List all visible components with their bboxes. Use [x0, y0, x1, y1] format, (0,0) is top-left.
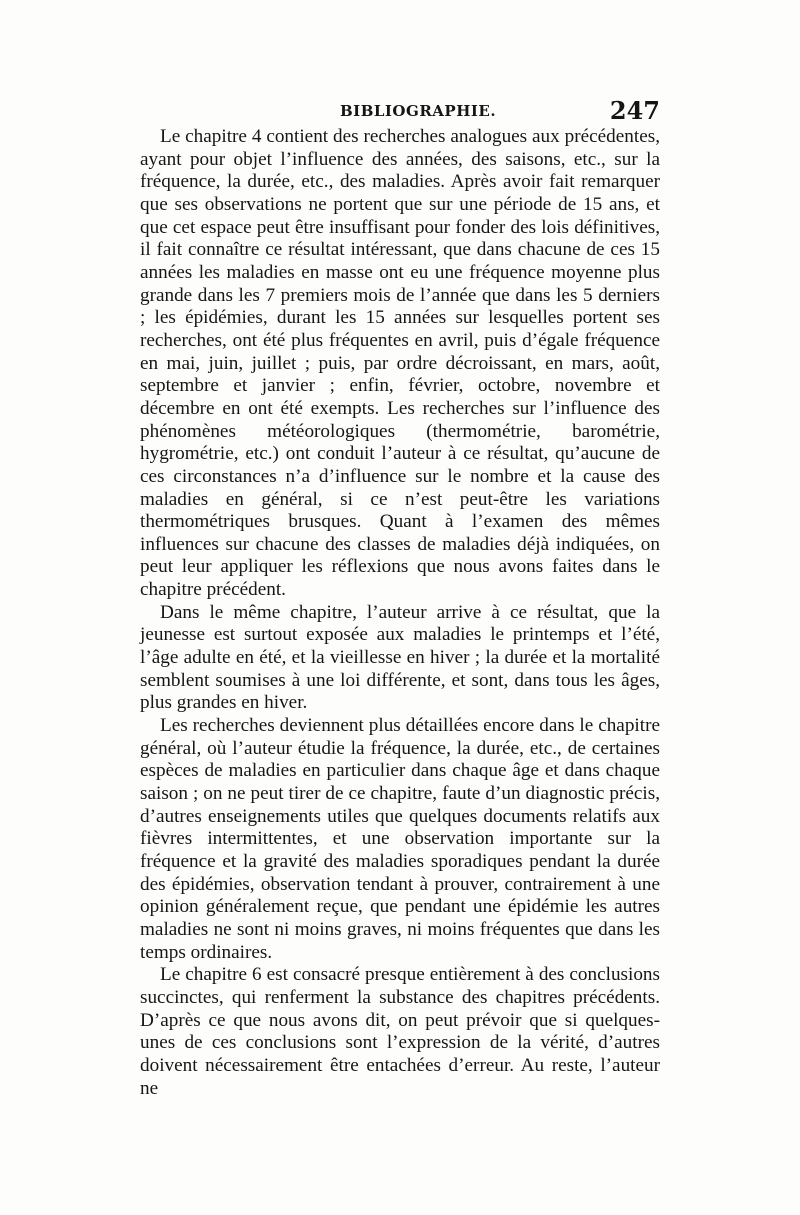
running-head: BIBLIOGRAPHIE. [340, 102, 497, 120]
paragraph: Dans le même chapitre, l’auteur arrive à ce résultat, que la jeunesse est surtout exposée aux maladies le printemps et l’été, l’âge adulte en été, et la vieillesse en hiver ; la durée et la mortalité semblent soumises à une loi différente, et sont, dans tous les âges, plus grandes en hiver. [140, 601, 660, 714]
paragraph: Les recherches deviennent plus détaillées encore dans le chapitre général, où l’auteur étudie la fréquence, la durée, etc., de certaines espèces de maladies en particulier dans chaque âge et dans chaque saison ; on ne peut tirer de ce chapitre, faute d’un diagnostic précis, d’autres enseignements utiles que quelques documents relatifs aux fièvres intermittentes, et une observation importante sur la fréquence et la gravité des maladies sporadiques pendant la durée des épidémies, observation tendant à prouver, contrairement à une opinion généralement reçue, que pendant une épidémie les autres maladies ne sont ni moins graves, ni moins fréquentes que dans les temps ordinaires. [140, 715, 660, 963]
page-number: 247 [609, 96, 660, 125]
body-text [140, 126, 660, 1100]
page-header [140, 96, 660, 126]
paragraph: Le chapitre 4 contient des recherches analogues aux précédentes, ayant pour objet l’influence des années, des saisons, etc., sur la fréquence, la durée, etc., des maladies. Après avoir fait remarquer que ses observations ne portent que sur une période de 15 ans, et que cet espace peut être insuffisant pour fonder des lois définitives, il fait connaître ce résultat intéressant, que dans chacune de ces 15 années les maladies en masse ont eu une fréquence moyenne plus grande dans les 7 premiers mois de l’année que dans les 5 derniers ; les épidémies, durant les 15 années sur lesquelles portent ses recherches, ont été plus fréquentes en avril, puis d’égale fréquence en mai, juin, juillet ; puis, par ordre décroissant, en mars, août, septembre et janvier ; enfin, février, octobre, novembre et décembre en ont été exempts. Les recherches sur l’influence des phénomènes météorologiques (thermométrie, barométrie, hygrométrie, etc.) ont conduit l’auteur à ce résultat, qu’aucune de ces circonstances n’a d’influence sur le nombre et la cause des maladies en général, si ce n’est peut-être les variations thermométriques brusques. Quant à l’examen des mêmes influences sur chacune des classes de maladies déjà indiquées, on peut leur appliquer les réflexions que nous avons faites dans le chapitre précédent. [140, 126, 660, 601]
paragraph: Le chapitre 6 est consacré presque entièrement à des conclusions succinctes, qui renferment la substance des chapitres précédents. D’après ce que nous avons dit, on peut prévoir que si quelques-unes de ces conclusions sont l’expression de la vérité, d’autres doivent nécessairement être entachées d’erreur. Au reste, l’auteur ne [140, 964, 660, 1099]
